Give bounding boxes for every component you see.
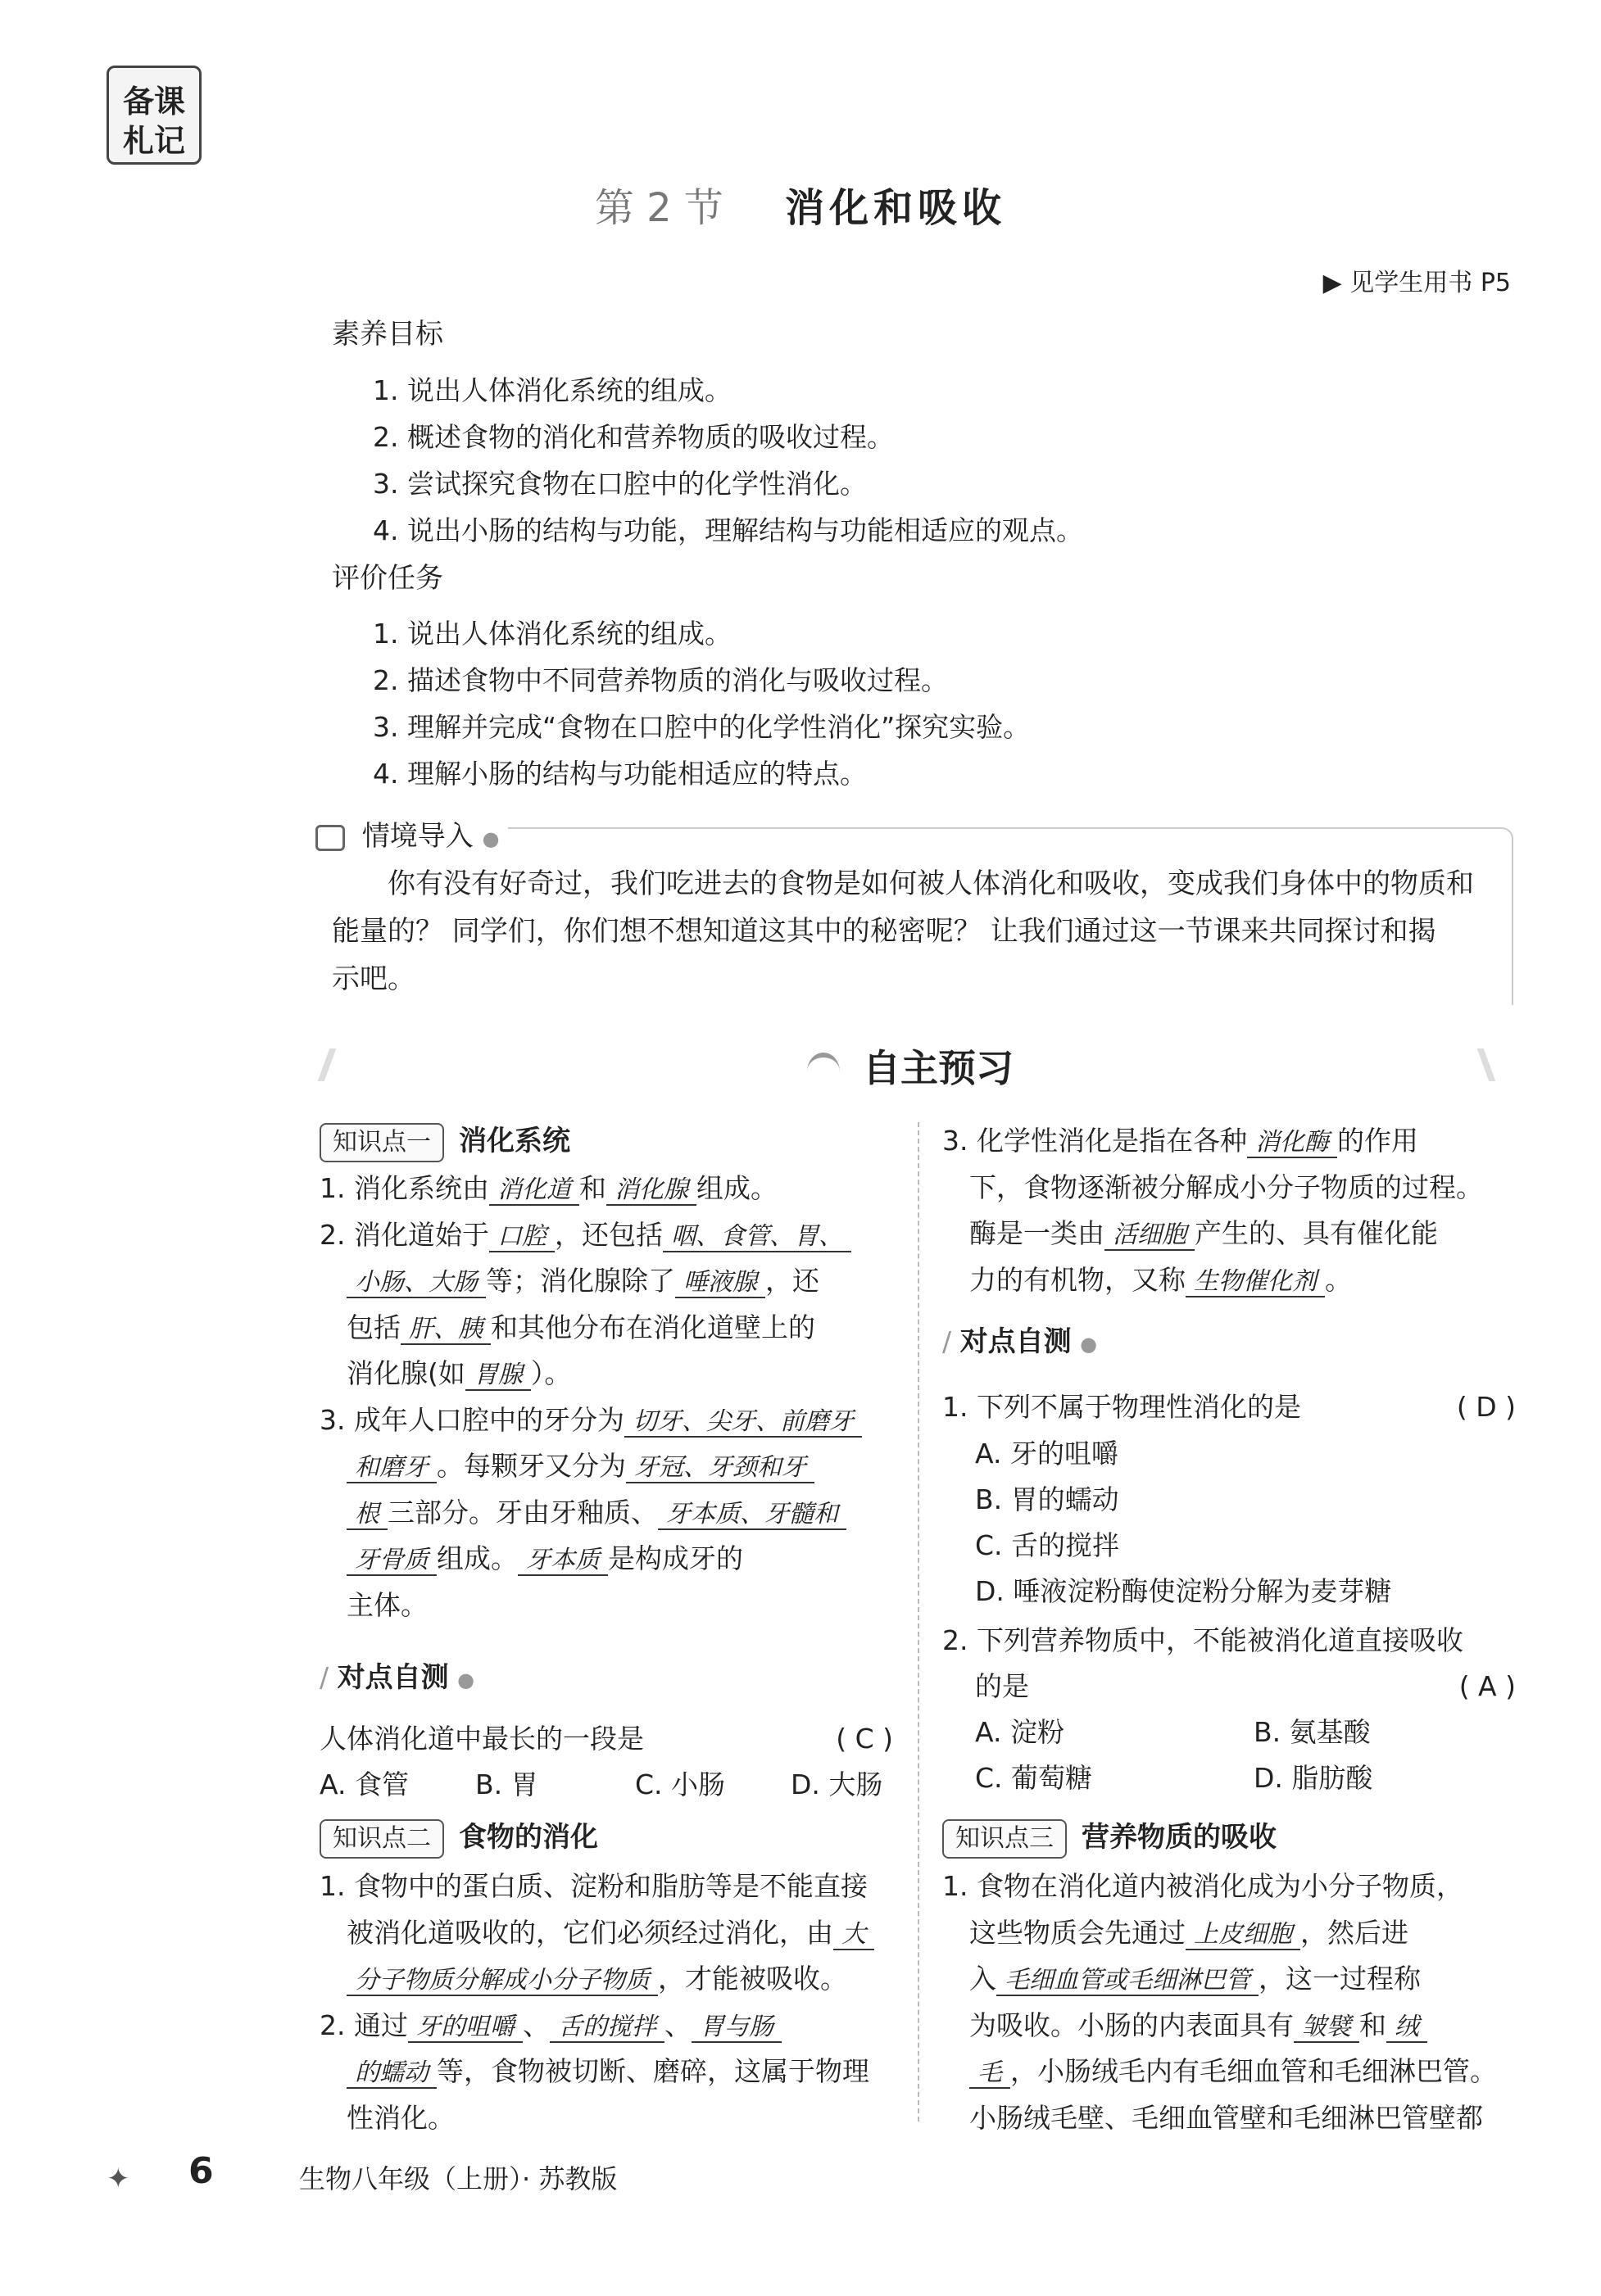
right-q2-option-d: D. 脂肪酸 (1254, 1762, 1373, 1794)
right-q2-option-b: B. 氨基酸 (1254, 1716, 1371, 1748)
stamp-line-2: 札记 (122, 123, 185, 159)
answer-blank: 牙骨质 (347, 1546, 437, 1576)
pencil-icon: ∕ (320, 1661, 329, 1693)
slash-decoration-left (318, 1048, 361, 1081)
text-segment (942, 2055, 969, 2087)
answer-blank: 大 (833, 1920, 874, 1950)
answer-blank: 活细胞 (1104, 1220, 1195, 1251)
text-segment: ，还包括 (554, 1218, 663, 1251)
answer-blank: 切牙、尖牙、前磨牙 (624, 1407, 862, 1438)
k1-heading (320, 1118, 893, 1164)
k1-title: 消化系统 (459, 1125, 570, 1157)
k2c-line (942, 1118, 1516, 1166)
chat-icon (315, 825, 345, 851)
text-segment: 1. 食物中的蛋白质、淀粉和脂肪等是不能直接 (320, 1870, 868, 1902)
column-divider (918, 1122, 919, 2122)
answer-blank: 生物催化剂 (1186, 1267, 1325, 1297)
notes-stamp (107, 66, 202, 165)
answer-blank: 胃腺 (465, 1361, 531, 1391)
text-segment (320, 1542, 347, 1574)
preview-heading (807, 1039, 1014, 1093)
answer-blank: 毛 (969, 2058, 1010, 2089)
task-item: 1. 说出人体消化系统的组成。 (373, 618, 732, 650)
left-q1-option-c: C. 小肠 (635, 1768, 726, 1800)
left-q1-option-b: B. 胃 (475, 1768, 538, 1800)
text-segment: ，小肠绒毛内有毛细血管和毛细淋巴管。 (1010, 2055, 1497, 2087)
left-q1-answer: ( C ) (836, 1723, 893, 1755)
k1-line (320, 1397, 893, 1445)
k1-line (320, 1351, 893, 1398)
answer-blank: 的蠕动 (347, 2058, 437, 2089)
answer-blank: 肝、胰 (401, 1315, 491, 1345)
swirl-icon (807, 1053, 840, 1090)
task-item: 3. 理解并完成“食物在口腔中的化学性消化”探究实验。 (373, 711, 1031, 743)
text-segment: 是构成牙的 (608, 1542, 743, 1574)
k1-line (320, 1305, 893, 1352)
intro-line-2: 能量的？ 同学们，你们想不想知道这其中的秘密呢？ 让我们通过这一节课来共同探讨和揭 (332, 915, 1436, 948)
text-segment: 、 (664, 2008, 692, 2041)
left-q1-stem: 人体消化道中最长的一段是 (320, 1723, 644, 1755)
page-number: 6 (188, 2150, 214, 2192)
text-segment: 3. 成年人口腔中的牙分为 (320, 1403, 624, 1436)
dots-icon-2: ● (457, 1669, 475, 1691)
k3-heading (942, 1814, 1516, 1860)
text-segment (320, 1265, 347, 1297)
see-book-ref (1323, 262, 1511, 298)
text-segment: ，然后进 (1300, 1916, 1408, 1949)
intro-text (332, 860, 1512, 1003)
right-q1-option-d: D. 唾液淀粉酶使淀粉分解为麦芽糖 (975, 1575, 1392, 1607)
goal-item: 2. 概述食物的消化和营养物质的吸收过程。 (373, 421, 894, 453)
text-segment: 组成。 (696, 1172, 778, 1204)
answer-blank: 和磨牙 (347, 1453, 437, 1483)
k2c-line (942, 1165, 1516, 1211)
slash-decoration-right (1477, 1048, 1521, 1081)
goal-item: 4. 说出小肠的结构与功能，理解结构与功能相适应的观点。 (373, 514, 1083, 546)
stamp-line-1: 备课 (122, 84, 185, 120)
answer-blank: 咽、食管、胃、 (663, 1222, 851, 1252)
left-q1 (320, 1716, 893, 1762)
text-segment: 消化腺(如 (320, 1357, 465, 1389)
answer-blank: 根 (347, 1500, 388, 1530)
k2-title: 食物的消化 (459, 1821, 598, 1854)
k1-line (320, 1443, 893, 1491)
k2-heading (320, 1814, 893, 1860)
right-q2-option-a: A. 淀粉 (975, 1716, 1064, 1748)
k1-line (320, 1212, 893, 1260)
footer-decoration: ✦ (107, 2162, 130, 2195)
right-q1-option-b: B. 胃的蠕动 (975, 1483, 1119, 1515)
text-segment: 性消化。 (320, 2101, 455, 2134)
task-item: 2. 描述食物中不同营养物质的消化与吸收过程。 (373, 664, 948, 696)
text-segment: 小肠绒毛壁、毛细血管壁和毛细淋巴管壁都 (942, 2101, 1483, 2134)
k2-line (320, 1956, 893, 2004)
k1-line (320, 1536, 893, 1583)
text-segment: 、 (522, 2008, 550, 2041)
text-segment (320, 1450, 347, 1482)
answer-blank: 牙冠、牙颈和牙 (626, 1453, 814, 1483)
right-q2-line2 (942, 1664, 1516, 1710)
answer-blank: 牙本质 (518, 1546, 608, 1576)
left-q1-option-d: D. 大肠 (791, 1768, 883, 1800)
text-segment (320, 2055, 347, 2087)
text-segment: 2. 消化道始于 (320, 1218, 489, 1251)
dots-icon: ● (482, 827, 500, 850)
k1-line (320, 1583, 893, 1628)
left-column (320, 1118, 893, 2134)
section-name: 消化和吸收 (785, 185, 1007, 231)
k3-line (942, 2003, 1516, 2050)
text-segment: ，还 (765, 1265, 819, 1297)
text-segment: 下，食物逐渐被分解成小分子物质的过程。 (942, 1171, 1483, 1203)
k3-line (942, 2095, 1516, 2141)
goal-item: 3. 尝试探究食物在口腔中的化学性消化。 (373, 468, 867, 500)
k2c-line (942, 1257, 1516, 1305)
text-segment: ）。 (530, 1357, 572, 1389)
k3-line (942, 1910, 1516, 1958)
answer-blank: 皱襞 (1294, 2013, 1359, 2043)
see-book-text: 见学生用书 P5 (1349, 269, 1511, 297)
right-q1-stem: 1. 下列不属于物理性消化的是 (942, 1391, 1301, 1423)
text-segment: 1. 食物在消化道内被消化成为小分子物质， (942, 1870, 1463, 1902)
k2-line (320, 1864, 893, 1909)
answer-blank: 毛细血管或毛细淋巴管 (996, 1966, 1259, 1996)
pencil-icon-2: ∕ (942, 1325, 952, 1357)
text-segment: 和 (1359, 2008, 1386, 2041)
task-item: 4. 理解小肠的结构与功能相适应的特点。 (373, 758, 867, 790)
text-segment: 力的有机物，又称 (942, 1263, 1186, 1296)
text-segment: 。每颗牙又分为 (437, 1450, 626, 1482)
text-segment: 被消化道吸收的，它们必须经过消化，由 (320, 1916, 833, 1949)
answer-blank: 消化酶 (1247, 1128, 1337, 1158)
text-segment: 入 (942, 1963, 996, 1995)
text-segment: 3. 化学性消化是指在各种 (942, 1125, 1247, 1157)
text-segment: 等；消化腺除了 (486, 1265, 675, 1297)
k2-line (320, 2095, 893, 2141)
text-segment (320, 1963, 347, 1995)
intro-line-3: 示吧。 (332, 962, 415, 995)
k2-tag: 知识点二 (320, 1819, 444, 1859)
answer-blank: 消化道 (489, 1175, 579, 1206)
text-segment: 组成。 (437, 1542, 518, 1574)
tasks-list (373, 610, 1520, 797)
answer-blank: 口腔 (489, 1222, 555, 1252)
left-test-heading (320, 1655, 893, 1703)
k3-line (942, 1956, 1516, 2004)
k2-line (320, 1910, 893, 1958)
text-segment: 和 (578, 1172, 606, 1204)
right-q2-option-c: C. 葡萄糖 (975, 1762, 1093, 1794)
right-q1-answer: ( D ) (1456, 1391, 1516, 1423)
left-q1-option-a: A. 食管 (320, 1768, 409, 1800)
page-title (0, 176, 1601, 233)
text-segment: 包括 (320, 1311, 401, 1343)
answer-blank: 胃与肠 (692, 2013, 782, 2043)
text-segment: 和其他分布在消化道壁上的 (491, 1311, 815, 1343)
goal-item: 1. 说出人体消化系统的组成。 (373, 374, 732, 406)
right-column (942, 1118, 1516, 2134)
k1-line (320, 1490, 893, 1537)
answer-blank: 上皮细胞 (1186, 1920, 1300, 1950)
answer-blank: 牙的咀嚼 (408, 2013, 523, 2043)
k1-line (320, 1166, 893, 1213)
goals-list (373, 367, 1520, 554)
goals-heading: 素养目标 (332, 318, 443, 351)
right-q2-stem2: 的是 (975, 1670, 1029, 1702)
text-segment: 主体。 (320, 1588, 428, 1621)
text-segment: 为吸收。小肠的内表面具有 (942, 2008, 1294, 2041)
text-segment: 这些物质会先通过 (942, 1916, 1186, 1949)
right-test-heading-text: 对点自测 (959, 1325, 1072, 1358)
intro-line-1: 你有没有好奇过，我们吃进去的食物是如何被人体消化和吸收，变成我们身体中的物质和 (388, 867, 1474, 900)
k2-line (320, 2003, 893, 2050)
right-test-heading (942, 1319, 1516, 1367)
answer-blank: 小肠、大肠 (347, 1268, 486, 1298)
answer-blank: 消化腺 (606, 1175, 696, 1206)
right-q1-option-a: A. 牙的咀嚼 (975, 1438, 1118, 1470)
text-segment: 2. 通过 (320, 2008, 408, 2041)
text-segment: 三部分。牙由牙釉质、 (388, 1496, 658, 1528)
right-q1 (942, 1384, 1516, 1430)
text-segment (320, 1497, 347, 1528)
book-name: 生物八年级（上册）· 苏教版 (299, 2163, 618, 2194)
section-number: 第 2 节 (594, 185, 723, 231)
tasks-heading: 评价任务 (332, 562, 443, 595)
k2c-line (942, 1211, 1516, 1258)
text-segment: 。 (1325, 1263, 1352, 1296)
k1-line (320, 1258, 893, 1306)
intro-heading (315, 813, 508, 854)
preview-heading-text: 自主预习 (863, 1046, 1014, 1090)
answer-blank: 唾液腺 (675, 1268, 765, 1298)
intro-heading-text: 情境导入 (361, 820, 474, 853)
k3-tag: 知识点三 (942, 1819, 1067, 1859)
right-q2-stem: 2. 下列营养物质中，不能被消化道直接吸收 (942, 1624, 1463, 1656)
k3-title: 营养物质的吸收 (1082, 1821, 1277, 1854)
right-q1-option-c: C. 舌的搅拌 (975, 1529, 1120, 1561)
text-segment: ，才能被吸收。 (658, 1963, 847, 1995)
answer-blank: 牙本质、牙髓和 (658, 1500, 846, 1530)
k1-tag: 知识点一 (320, 1123, 444, 1162)
text-segment: 产生的、具有催化能 (1195, 1217, 1438, 1249)
triangle-icon: ▶ (1322, 269, 1342, 297)
k3-line (942, 2049, 1516, 2096)
answer-blank: 绒 (1386, 2013, 1427, 2043)
text-segment: 等，食物被切断、磨碎，这属于物理 (437, 2055, 869, 2087)
k3-line (942, 1864, 1516, 1909)
text-segment: ，这一过程称 (1259, 1963, 1421, 1995)
right-q2-answer: ( A ) (1458, 1670, 1516, 1702)
answer-blank: 舌的搅拌 (550, 2013, 664, 2043)
text-segment: 1. 消化系统由 (320, 1172, 489, 1204)
text-segment: 酶是一类由 (942, 1217, 1104, 1249)
left-test-heading-text: 对点自测 (337, 1661, 449, 1694)
answer-blank: 分子物质分解成小分子物质 (347, 1966, 658, 1996)
k2-line (320, 2049, 893, 2096)
text-segment: 的作用 (1336, 1125, 1418, 1157)
dots-icon-3: ● (1080, 1333, 1098, 1356)
